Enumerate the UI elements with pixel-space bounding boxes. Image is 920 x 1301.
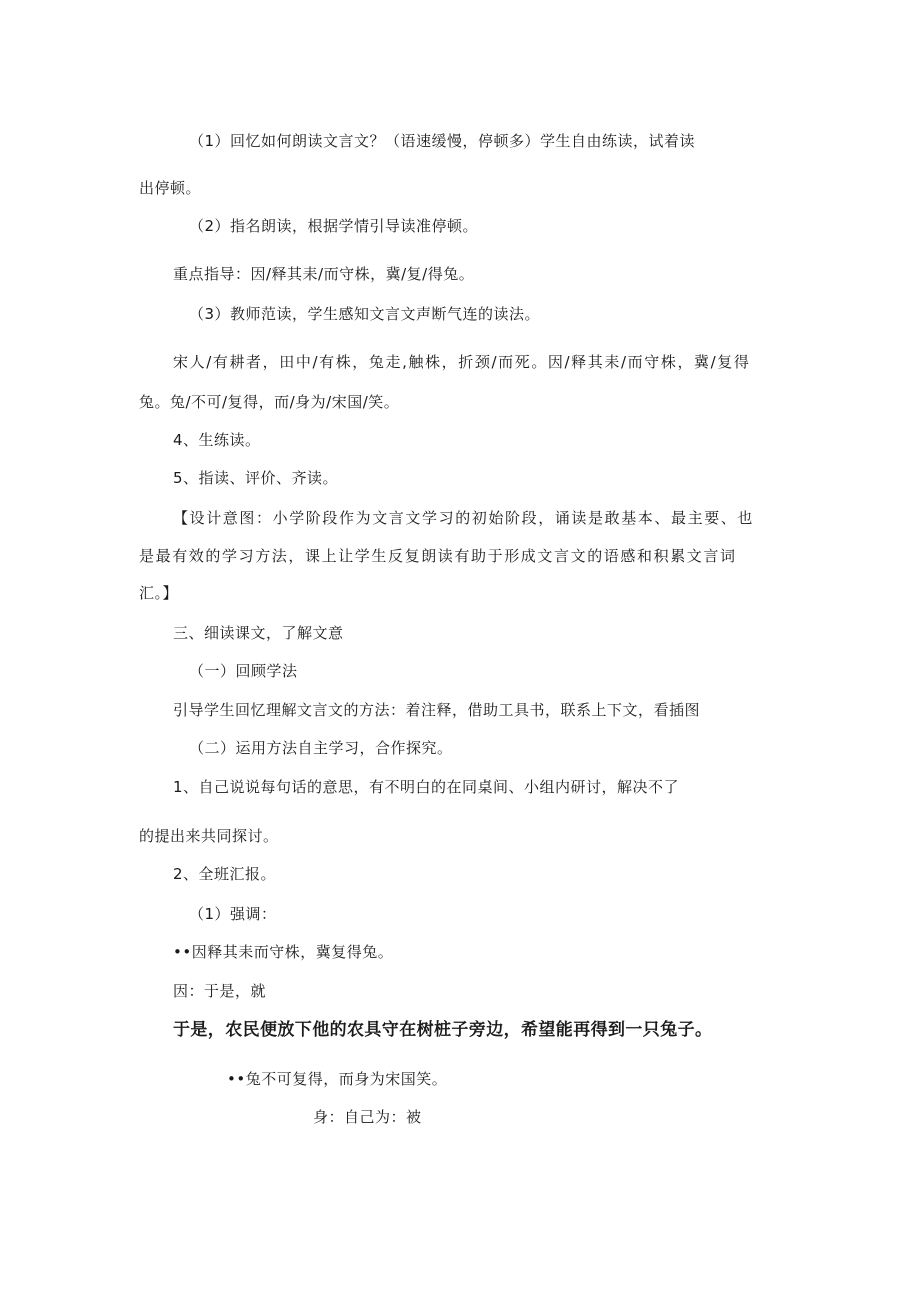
subheading-self-study: （二）运用方法自主学习，合作探究。 [189, 739, 453, 757]
paragraph-text-pauses-line1: 宋人/有耕者，田中/有株，兔走,触株，折颈/而死。因/释其耒/而守株，冀/复得 [173, 353, 751, 371]
paragraph-sentence-two: ••兔不可复得，而身为宋国笑。 [227, 1070, 448, 1088]
paragraph-named-reading: （2）指名朗读，根据学情引导读准停顿。 [189, 217, 479, 235]
paragraph-teacher-reading: （3）教师范读，学生感知文言文声断气连的读法。 [189, 305, 541, 323]
paragraph-text-pauses-line2: 兔。兔/不可/复得，而/身为/宋国/笑。 [139, 393, 400, 411]
paragraph-word-yin: 因：于是，就 [173, 982, 267, 1000]
paragraph-translation: 于是，农民便放下他的农具守在树桩子旁边，希望能再得到一只兔子。 [173, 1020, 713, 1040]
paragraph-class-report: 2、全班汇报。 [173, 865, 277, 883]
paragraph-sentence-one: ••因释其耒而守株，冀复得兔。 [173, 943, 394, 961]
paragraph-word-shen-wei: 身：自己为：被 [313, 1108, 422, 1126]
paragraph-design-intent-line1: 【设计意图：小学阶段作为文言文学习的初始阶段，诵读是敢基本、最主要、也 [173, 509, 755, 527]
paragraph-comprehension-methods: 引导学生回忆理解文言文的方法：着注释，借助工具书，联系上下文，看插图 [173, 701, 701, 719]
subheading-review-methods: （一）回顾学法 [189, 662, 298, 680]
paragraph-student-practice: 4、生练读。 [173, 431, 261, 449]
paragraph-emphasis: （1）强调： [189, 905, 277, 923]
paragraph-read-evaluate: 5、指读、评价、齐读。 [173, 469, 339, 487]
paragraph-design-intent-line2: 是最有效的学习方法，课上让学生反复朗读有助于形成文言文的语感和积累文言词 [139, 547, 737, 565]
paragraph-reading-method-line2: 出停顿。 [139, 179, 202, 197]
paragraph-design-intent-line3: 汇。】 [139, 584, 179, 602]
paragraph-key-guidance: 重点指导：因/释其耒/而守株，冀/复/得兔。 [173, 265, 475, 283]
paragraph-discuss-meaning-line2: 的提出来共同探讨。 [139, 827, 279, 845]
paragraph-discuss-meaning-line1: 1、自己说说每句话的意思，有不明白的在同桌间、小组内研讨，解决不了 [173, 778, 680, 796]
paragraph-reading-method-line1: （1）回忆如何朗读文言文？（语速缓慢，停顿多）学生自由练读，试着读 [189, 132, 696, 150]
section-heading-close-reading: 三、细读课文，了解文意 [173, 624, 344, 642]
